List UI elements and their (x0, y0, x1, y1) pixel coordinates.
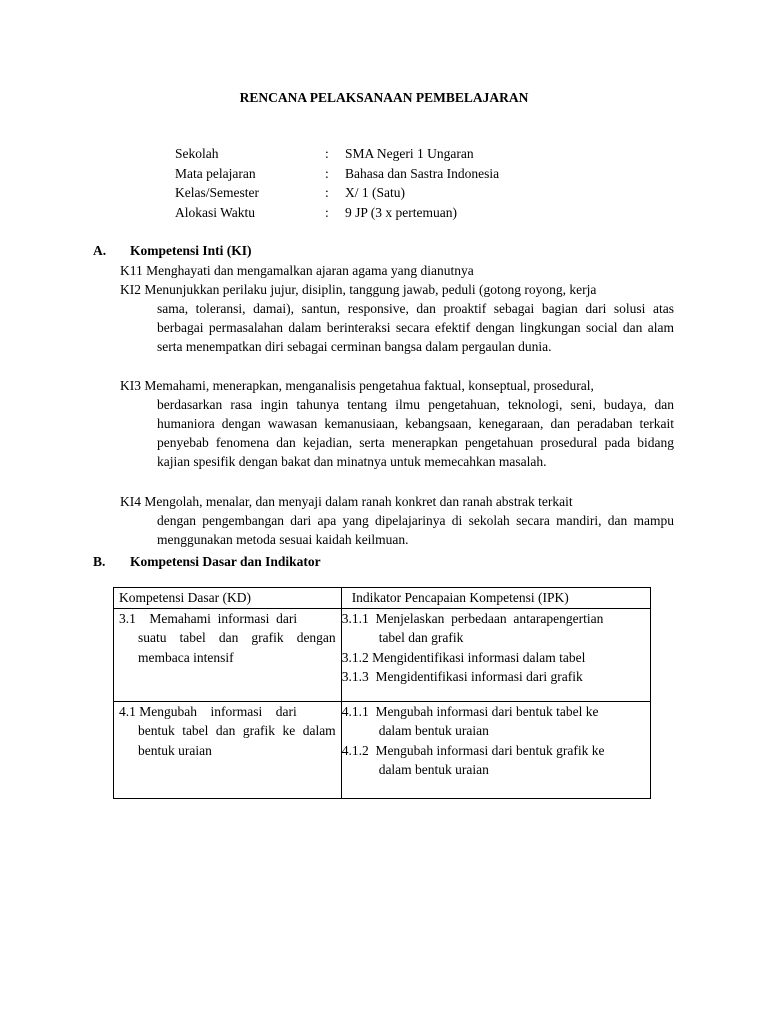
section-a-heading (93, 241, 252, 260)
ki4-first-line: KI4 Mengolah, menalar, dan menyaji dalam ranah konkret dan ranah abstrak terkait (120, 494, 573, 509)
table-header-row (114, 588, 651, 609)
ki4-paragraph (120, 492, 674, 549)
ipk-continuation: dalam bentuk uraian (378, 762, 489, 777)
identity-label: Alokasi Waktu (175, 204, 256, 220)
ki2-first-line: KI2 Menunjukkan perilaku jujur, disiplin, tanggung jawab, peduli (gotong royong, kerja (120, 282, 597, 297)
ipk-continuation: dalam bentuk uraian (378, 723, 489, 738)
kd-continuation: bentuk tabel dan grafik ke dalam bentuk uraian (138, 723, 336, 758)
identity-row (175, 203, 499, 223)
section-letter: B. (93, 554, 106, 569)
kd-cell (114, 608, 342, 701)
kd-ipk-table (113, 587, 651, 799)
header-kd: Kompetensi Dasar (KD) (114, 588, 342, 609)
identity-label: Sekolah (175, 146, 219, 161)
header-ipk-text: Indikator Pencapaian Kompetensi (IPK) (351, 590, 569, 605)
ipk-item (342, 702, 644, 741)
section-b-heading (93, 552, 321, 571)
identity-colon: : (325, 204, 329, 220)
ipk-item (342, 741, 644, 780)
kd-cell (114, 701, 342, 798)
identity-row (175, 144, 499, 164)
ki3-paragraph (120, 376, 674, 471)
identity-value: 9 JP (3 x pertemuan) (345, 204, 457, 220)
identity-value: SMA Negeri 1 Ungaran (345, 146, 474, 161)
kd-continuation: suatu tabel dan grafik dengan membaca intensif (138, 630, 336, 665)
ipk-cell (341, 608, 650, 701)
section-title: Kompetensi Inti (KI) (130, 243, 252, 258)
table-row (114, 701, 651, 798)
ipk-cell (341, 701, 650, 798)
identity-row (175, 183, 499, 203)
identity-colon: : (325, 146, 329, 161)
header-ipk (341, 588, 650, 609)
ki1-text: K11 Menghayati dan mengamalkan ajaran agama yang dianutnya (120, 263, 474, 278)
ki1-paragraph (120, 261, 674, 280)
kd-first-line: 3.1 Memahami informasi dari (119, 610, 298, 626)
ki3-first-line: KI3 Memahami, menerapkan, menganalisis pengetahua faktual, konseptual, prosedural, (120, 378, 594, 393)
identity-label: Mata pelajaran (175, 165, 256, 181)
identity-colon: : (325, 165, 329, 181)
identity-block (175, 144, 499, 222)
page-title: RENCANA PELAKSANAAN PEMBELAJARAN (239, 90, 529, 105)
ipk-item (342, 648, 644, 668)
ipk-first-line: 3.1.2 Mengidentifikasi informasi dalam tabel (341, 649, 586, 665)
identity-label: Kelas/Semester (175, 185, 259, 200)
identity-value: X/ 1 (Satu) (345, 185, 405, 200)
ki4-continuation: dengan pengembangan dari apa yang dipelajarinya di sekolah secara mandiri, dan mampu menggunakan metoda sesuai kaidah keilmuan. (157, 513, 674, 547)
ipk-first-line: 4.1.1 Mengubah informasi dari bentuk tabel ke (341, 703, 599, 719)
identity-row (175, 164, 499, 184)
ki2-paragraph (120, 280, 674, 356)
table-row (114, 608, 651, 701)
ipk-first-line: 3.1.3 Mengidentifikasi informasi dari grafik (341, 669, 583, 684)
identity-colon: : (325, 185, 329, 200)
ki3-continuation: berdasarkan rasa ingin tahunya tentang ilmu pengetahuan, teknologi, seni, budaya, dan humaniora dengan wawasan kemanusiaan, kebangsaan, kenegaraan, dan peradaban terkait penyebab fenomena dan kejadian, serta menerapkan pengetahuan prosedural pada bidang kajian spesifik dengan bakat dan minatnya untuk memecahkan masalah. (157, 397, 674, 469)
section-letter: A. (93, 243, 107, 258)
ipk-continuation: tabel dan grafik (378, 630, 464, 645)
ipk-first-line: 3.1.1 Menjelaskan perbedaan antarapengertian (341, 610, 604, 626)
section-title: Kompetensi Dasar dan Indikator (130, 554, 321, 569)
ipk-item (342, 667, 644, 687)
ipk-first-line: 4.1.2 Mengubah informasi dari bentuk grafik ke (341, 742, 605, 758)
ki2-continuation: sama, toleransi, damai), santun, responsive, dan proaktif sebagai bagian dari solusi atas berbagai permasalahan dalam berinteraksi secara efektif dengan lingkungan social dan alam serta menempatkan diri sebagai cerminan bangsa dalam pergaulan dunia. (157, 301, 674, 354)
identity-value: Bahasa dan Sastra Indonesia (345, 165, 500, 181)
kd-first-line: 4.1 Mengubah informasi dari (119, 703, 297, 719)
ipk-item (342, 609, 644, 648)
